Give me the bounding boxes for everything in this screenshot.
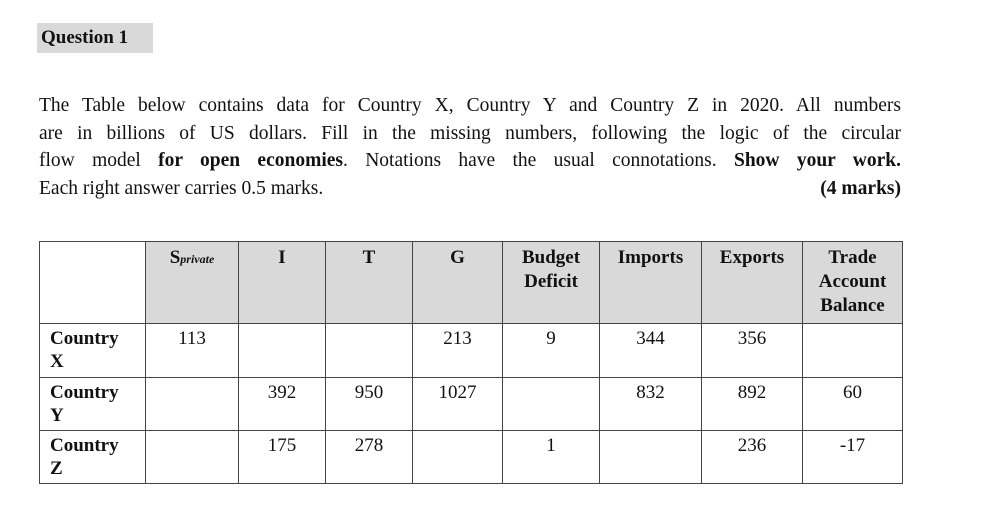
cell-i: 175 (239, 431, 326, 484)
cell-t: 950 (326, 378, 413, 431)
row-label-line-1: Country (50, 382, 119, 403)
paragraph-line-3-text-b: . Notations have the usual connotations. (343, 150, 734, 171)
table-row-country-y (40, 378, 903, 431)
header-trade-account-balance: Trade Account Balance (803, 242, 903, 324)
cell-s-private (146, 378, 239, 431)
open-economies-emphasis: for open economies (158, 150, 343, 171)
cell-i: 392 (239, 378, 326, 431)
cell-budget-deficit: 9 (503, 324, 600, 378)
cell-exports: 236 (702, 431, 803, 484)
paragraph-line-2: are in billions of US dollars. Fill in the missing numbers, following the logic of the circular (39, 122, 901, 144)
header-s-private (146, 242, 239, 324)
paragraph-line-3 (39, 147, 901, 175)
table-header-row (40, 242, 903, 324)
header-i: I (239, 242, 326, 324)
table-row-country-x (40, 324, 903, 378)
row-label-line-2: Z (50, 458, 63, 479)
cell-g: 1027 (413, 378, 503, 431)
question-heading-text: Question 1 (41, 27, 129, 48)
cell-g: 213 (413, 324, 503, 378)
header-g: G (413, 242, 503, 324)
header-s-subscript: private (180, 252, 215, 266)
cell-exports: 356 (702, 324, 803, 378)
cell-imports: 832 (600, 378, 702, 431)
header-budget-deficit: Budget Deficit (503, 242, 600, 324)
question-paragraph (39, 92, 901, 202)
marks-label: (4 marks) (820, 177, 901, 199)
row-label-country-z (40, 431, 146, 484)
question-heading (37, 23, 153, 53)
header-blank-cell (40, 242, 146, 324)
show-your-work-emphasis: Show your work. (733, 150, 902, 171)
row-label-country-x (40, 324, 146, 378)
paragraph-line-3-text-a: flow model (39, 150, 159, 171)
row-label-line-1: Country (50, 328, 119, 349)
header-s-main: S (169, 247, 181, 268)
paragraph-line-4 (39, 175, 901, 203)
cell-t (326, 324, 413, 378)
cell-trade-account-balance (803, 324, 903, 378)
cell-trade-account-balance: 60 (803, 378, 903, 431)
cell-i (239, 324, 326, 378)
cell-exports: 892 (702, 378, 803, 431)
data-table (39, 241, 903, 484)
paragraph-line-4-text: Each right answer carries 0.5 marks. (39, 177, 324, 199)
row-label-line-2: Y (50, 405, 64, 426)
header-imports: Imports (600, 242, 702, 324)
row-label-country-y (40, 378, 146, 431)
cell-imports (600, 431, 702, 484)
cell-t: 278 (326, 431, 413, 484)
paragraph-line-1: The Table below contains data for Country X, Country Y and Country Z in 2020. All numbers (39, 95, 901, 116)
cell-trade-account-balance: -17 (803, 431, 903, 484)
cell-s-private (146, 431, 239, 484)
cell-budget-deficit: 1 (503, 431, 600, 484)
header-t: T (326, 242, 413, 324)
cell-s-private: 113 (146, 324, 239, 378)
cell-g (413, 431, 503, 484)
cell-imports: 344 (600, 324, 702, 378)
row-label-line-1: Country (50, 435, 119, 456)
row-label-line-2: X (50, 351, 64, 372)
cell-budget-deficit (503, 378, 600, 431)
table-row-country-z (40, 431, 903, 484)
header-exports: Exports (702, 242, 803, 324)
